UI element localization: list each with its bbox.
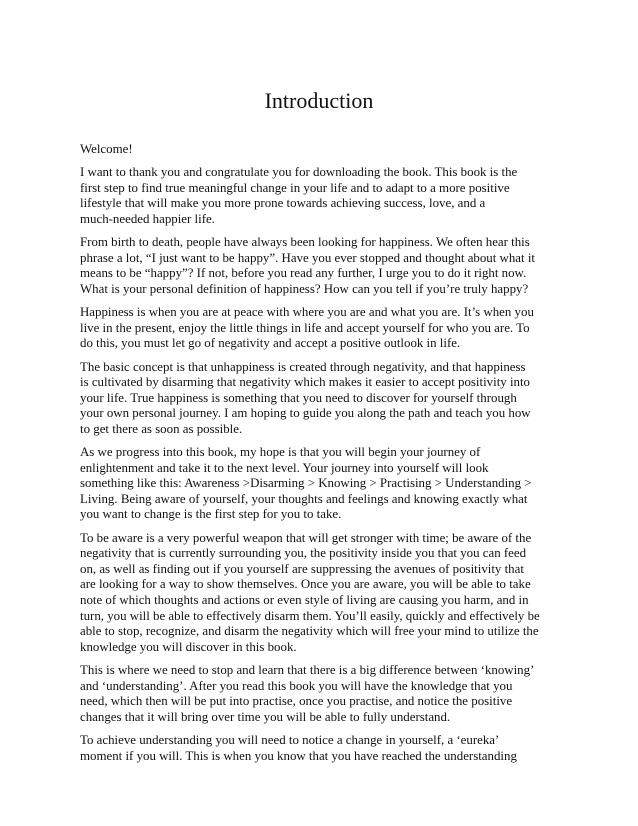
- text-line: negativity that is currently surrounding you, the positivity inside you that you can feed: [80, 546, 527, 561]
- paragraph: [80, 165, 568, 227]
- text-line: turn, you will be able to effectively disarm them. You’ll easily, quickly and effectively be: [80, 608, 540, 623]
- text-line: first step to find true meaningful change in your life and to adapt to a more positive: [80, 180, 510, 195]
- text-line: something like this: Awareness >Disarming > Knowing > Practising > Understanding >: [80, 476, 532, 491]
- text-line: What is your personal definition of happiness? How can you tell if you’re truly happy?: [80, 281, 529, 296]
- text-line: you want to change is the first step for you to take.: [80, 507, 342, 522]
- text-line: Welcome!: [80, 142, 133, 156]
- paragraph: [80, 733, 568, 764]
- text-line: means to be “happy”? If not, before you read any further, I urge you to do it right now.: [80, 266, 527, 281]
- paragraph: [80, 142, 568, 158]
- text-line: note of which thoughts and actions or even style of living are causing you harm, and in: [80, 593, 529, 607]
- text-line: From birth to death, people have always been looking for happiness. We often hear this: [80, 235, 530, 250]
- paragraph: [80, 235, 568, 297]
- text-line: your life. True happiness is something that you need to discover for yourself through: [80, 390, 517, 405]
- paragraph: [80, 360, 568, 438]
- text-line: and ‘understanding’. After you read this book you will have the knowledge that you: [80, 678, 513, 693]
- text-line: knowledge you will discover in this book.: [80, 639, 297, 654]
- text-line: moment if you will. This is when you know that you have reached the understanding: [80, 748, 517, 763]
- text-line: I want to thank you and congratulate you for downloading the book. This book is the: [80, 165, 518, 180]
- text-line: live in the present, enjoy the little things in life and accept yourself for who you are. To: [80, 320, 530, 335]
- text-line: phrase a lot, “I just want to be happy”. Have you ever stopped and thought about what it: [80, 250, 535, 265]
- text-line: do this, you must let go of negativity and accept a positive outlook in life.: [80, 336, 461, 351]
- text-line: on, as well as finding out if you yourself are suppressing the avenues of positivity that: [80, 561, 524, 576]
- text-line: This is where we need to stop and learn that there is a big difference between ‘knowing’: [80, 662, 535, 677]
- paragraph: [80, 305, 568, 352]
- text-line: To achieve understanding you will need to notice a change in yourself, a ‘eureka’: [80, 732, 500, 747]
- text-line: The basic concept is that unhappiness is created through negativity, and that happiness: [80, 359, 526, 374]
- page-title: Introduction: [264, 88, 374, 113]
- paragraph: [80, 531, 568, 656]
- text-line: is cultivated by disarming that negativity which makes it easier to accept positivity into: [80, 375, 530, 390]
- body-text: [80, 142, 568, 772]
- text-line: As we progress into this book, my hope is that you will begin your journey of: [80, 445, 481, 460]
- text-line: need, which then will be put into practise, once you practise, and notice the positive: [80, 694, 513, 709]
- paragraph: [80, 445, 568, 523]
- text-line: much-needed happier life.: [80, 211, 215, 226]
- text-line: your own personal journey. I am hoping to guide you along the path and teach you how: [80, 406, 531, 421]
- text-line: to get there as soon as possible.: [80, 421, 243, 436]
- text-line: Happiness is when you are at peace with where you are and what you are. It’s when you: [80, 305, 534, 320]
- text-line: To be aware is a very powerful weapon that will get stronger with time; be aware of the: [80, 530, 532, 545]
- text-line: lifestyle that will make you more prone towards achieving success, love, and a: [80, 196, 486, 211]
- text-line: enlightenment and take it to the next level. Your journey into yourself will look: [80, 460, 489, 475]
- text-line: changes that it will bring over time you will be able to fully understand.: [80, 709, 451, 724]
- text-line: able to stop, recognize, and disarm the negativity which will free your mind to utilize the: [80, 624, 539, 639]
- text-line: Living. Being aware of yourself, your thoughts and feelings and knowing exactly what: [80, 491, 528, 506]
- paragraph: [80, 663, 568, 725]
- text-line: are looking for a way to show themselves. Once you are aware, you will be able to take: [80, 577, 531, 592]
